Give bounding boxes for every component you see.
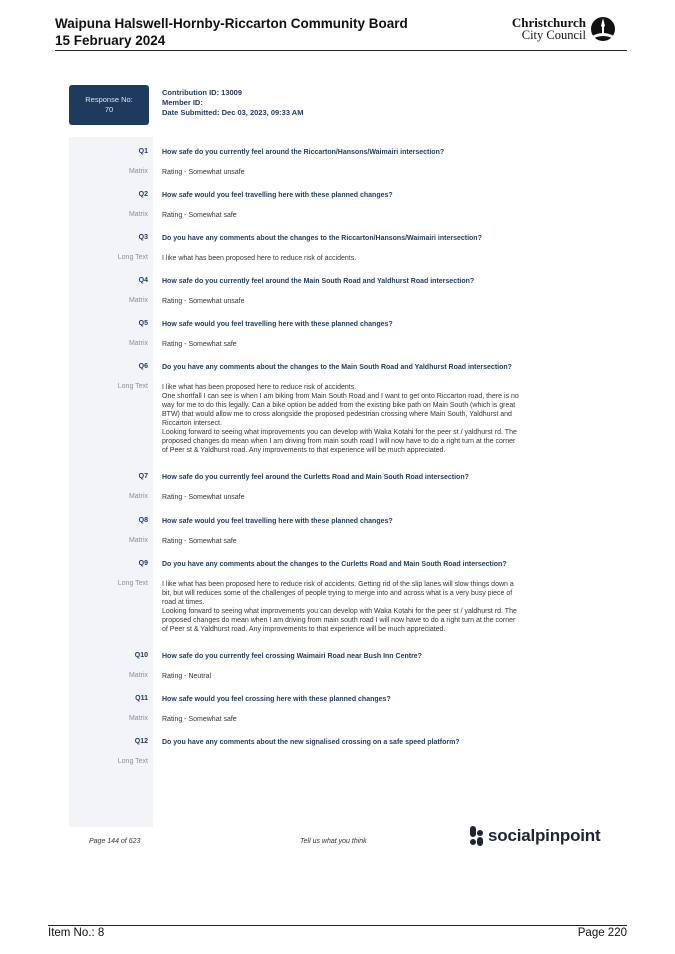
answer-line: I like what has been proposed here to reduce risk of accidents. Getting rid of the slip lanes will slow things down a (162, 580, 514, 588)
response-number-box (69, 85, 149, 125)
answer-line: of Peer st & Yaldhurst road. Any improvements to that experience will be much appreciated. (162, 446, 446, 454)
response-label: Response No: (85, 95, 133, 104)
question-number: Q1 (138, 148, 148, 155)
answer-type: Matrix (128, 168, 148, 175)
answer-type: Matrix (128, 211, 148, 218)
answer-line: Rating - Somewhat safe (162, 211, 237, 219)
question-number: Q12 (134, 738, 148, 745)
answer-text (162, 537, 587, 546)
answer-text (162, 580, 587, 634)
question-text: Do you have any comments about the new signalised crossing on a safe speed platform? (162, 738, 460, 746)
answer-text (162, 493, 587, 502)
answer-line: Looking forward to seeing what improvements you can develop with Waka Kotahi for the peer st / yaldhurst rd. The (162, 428, 517, 436)
question-text: How safe would you feel travelling here with these planned changes? (162, 191, 393, 199)
answer-type: Matrix (128, 715, 148, 722)
date-label: Date Submitted: (162, 108, 220, 117)
header-committee: Waipuna Halswell-Hornby-Riccarton Community Board (55, 16, 408, 31)
answer-line: I like what has been proposed here to reduce risk of accidents. (162, 254, 357, 262)
answer-text (162, 297, 587, 306)
answer-line: Rating - Somewhat safe (162, 537, 237, 545)
answer-type: Matrix (128, 537, 148, 544)
answer-text (162, 715, 587, 724)
date-submitted: Dec 03, 2023, 09:33 AM (221, 108, 304, 117)
footer-rule (48, 925, 627, 926)
cathedral-emblem-icon (590, 16, 616, 44)
item-number: Item No.: 8 (48, 927, 105, 939)
page-number: Page 220 (577, 927, 627, 939)
question-text: How safe do you currently feel around the Curletts Road and Main South Road intersection? (162, 473, 469, 481)
logo-line2: City Council (521, 28, 586, 42)
member-label: Member ID: (162, 98, 203, 107)
answer-line: proposed changes do mean when I am driving from main south road I will now have to do a right turn at the corner (162, 437, 516, 445)
answer-line: Rating - Somewhat unsafe (162, 168, 245, 176)
response-meta (162, 88, 303, 118)
question-text: Do you have any comments about the changes to the Main South Road and Yaldhurst Road intersection? (162, 363, 512, 371)
answer-line: BTW) that would allow me to cross alongside the proposed pedestrian crossing where Main South, Yaldhurst and (162, 410, 512, 418)
footer-tagline: Tell us what you think (300, 838, 367, 845)
question-number: Q10 (134, 652, 148, 659)
question-number: Q3 (138, 234, 148, 241)
answer-line: Rating - Somewhat safe (162, 340, 237, 348)
answer-type: Long Text (117, 383, 148, 390)
question-text: Do you have any comments about the changes to the Curletts Road and Main South Road intersection? (162, 560, 507, 568)
answer-type: Matrix (128, 672, 148, 679)
pinpoint-mark-icon (470, 826, 484, 846)
question-text: Do you have any comments about the changes to the Riccarton/Hansons/Waimairi intersection? (162, 234, 482, 242)
answer-line: Riccarton intersect. (162, 419, 222, 427)
answer-line: Rating - Somewhat unsafe (162, 297, 245, 305)
answer-text (162, 168, 587, 177)
answer-text (162, 211, 587, 220)
answer-line: I like what has been proposed here to reduce risk of accidents. (162, 383, 357, 391)
socialpinpoint-wordmark: socialpinpoint (488, 826, 601, 845)
question-number: Q8 (138, 517, 148, 524)
contribution-id: 13009 (221, 88, 243, 97)
contribution-label: Contribution ID: (162, 88, 220, 97)
answer-type: Long Text (117, 758, 148, 765)
answer-line: bit, but will reduces some of the challenges of people trying to merge into and across what is a very busy piece of (162, 589, 513, 597)
answer-text (162, 340, 587, 349)
answer-line: Rating - Somewhat unsafe (162, 493, 245, 501)
question-number: Q6 (138, 363, 148, 370)
answer-text (162, 254, 587, 263)
question-text: How safe would you feel travelling here with these planned changes? (162, 517, 393, 525)
answer-type: Matrix (128, 340, 148, 347)
answer-type: Matrix (128, 297, 148, 304)
logo-line1: Christchurch (511, 15, 586, 30)
question-text: How safe would you feel travelling here with these planned changes? (162, 320, 393, 328)
document-header-title (55, 15, 408, 49)
question-text: How safe do you currently feel around the Riccarton/Hansons/Waimairi intersection? (162, 148, 445, 156)
answer-line: Rating - Somewhat safe (162, 715, 237, 723)
answer-text (162, 672, 587, 681)
answer-type: Long Text (117, 580, 148, 587)
response-number: 70 (104, 105, 114, 114)
socialpinpoint-logo (470, 826, 600, 846)
page-of-count: Page 144 of 623 (89, 838, 141, 845)
answer-text (162, 383, 587, 455)
answer-line: road at times. (162, 598, 205, 606)
christchurch-city-council-logo (511, 15, 616, 45)
answer-line: proposed changes do mean when I am driving from main south road I will now have to do a right turn at the corner (162, 616, 516, 624)
answer-line: of Peer st & Yaldhurst road. Any improvements to that experience will be much appreciated. (162, 625, 446, 633)
header-rule (55, 50, 627, 51)
question-text: How safe do you currently feel around the Main South Road and Yaldhurst Road intersection? (162, 277, 475, 285)
header-date: 15 February 2024 (55, 33, 166, 48)
answer-type: Matrix (128, 493, 148, 500)
answer-line: Rating - Neutral (162, 672, 212, 680)
question-number: Q4 (138, 277, 148, 284)
answer-line: One shortfall I can see is when I am biking from Main South Road and I want to get onto Riccarton road, there is no (162, 392, 519, 400)
answer-type: Long Text (117, 254, 148, 261)
answer-line: Looking forward to seeing what improvements you can develop with Waka Kotahi for the peer st / yaldhurst rd. The (162, 607, 517, 615)
answer-line: way for me to do this legally. Can a bike option be added from the existing bike path on Main South (which is great (162, 401, 516, 409)
question-number: Q2 (138, 191, 148, 198)
question-text: How safe would you feel crossing here with these planned changes? (162, 695, 391, 703)
question-text: How safe do you currently feel crossing Waimairi Road near Bush Inn Centre? (162, 652, 422, 660)
question-number: Q5 (138, 320, 148, 327)
question-number: Q7 (138, 473, 148, 480)
question-number: Q11 (135, 695, 148, 702)
question-number: Q9 (138, 560, 148, 567)
